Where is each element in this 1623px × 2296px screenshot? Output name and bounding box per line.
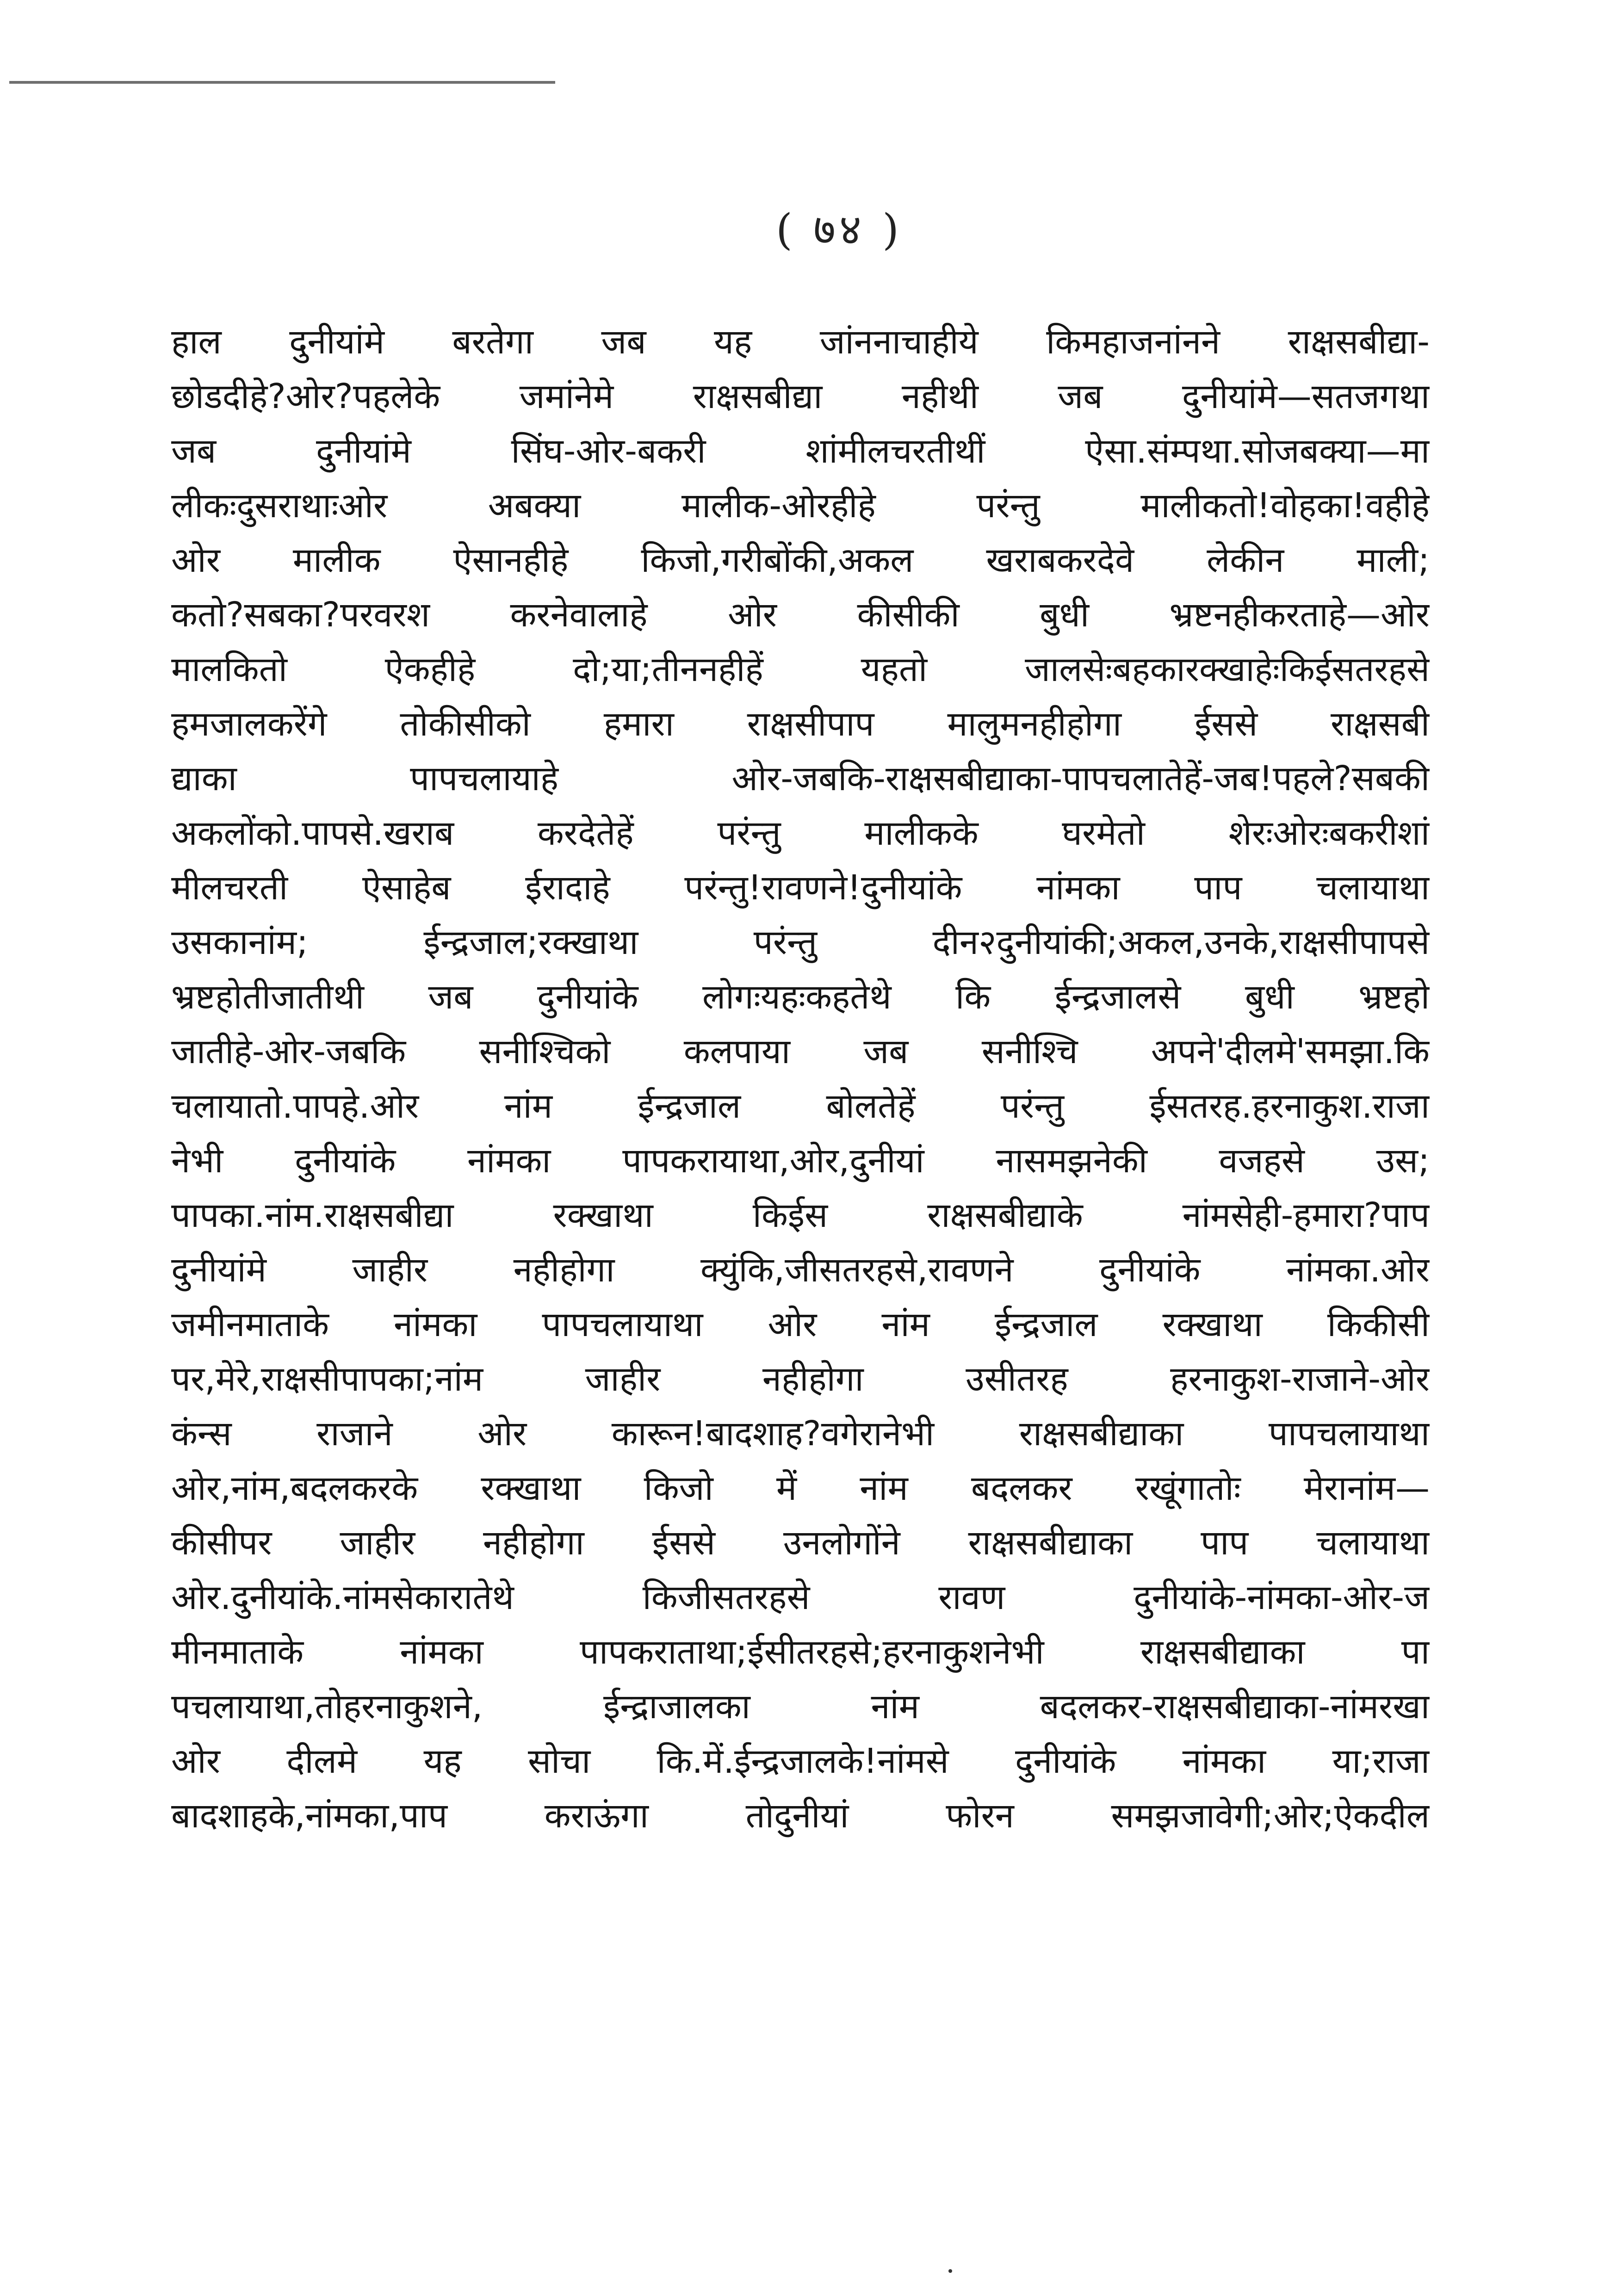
text-line: नेभी दुनीयांके नांमका पापकरायाथा,ओर,दुनीयां नासमझनेकी वजहसे उस; xyxy=(171,1141,1430,1181)
text-line: भ्रष्टहोतीजातीथी जब दुनीयांके लोगःयहःकहतेथे कि ईन्द्रजालसे बुधी भ्रष्टहो xyxy=(171,977,1430,1017)
text-line: ओर मालीक ऐसानहीहे किजो,गरीबोंकी,अकल खराबकरदेवे लेकीन माली; xyxy=(171,540,1430,580)
text-line: कंन्स राजाने ओर कारून!बादशाह?वगेरानेभी राक्षसबीद्याका पापचलायाथा xyxy=(171,1414,1430,1454)
text-line: ओर दीलमे यह सोचा कि.में.ईन्द्रजालके!नांमसे दुनीयांके नांमका या;राजा xyxy=(171,1741,1430,1781)
text-line: पर,मेरे,राक्षसीपापका;नांम जाहीर नहीहोगा उसीतरह हरनाकुश-राजाने-ओर xyxy=(171,1359,1430,1399)
page-number: ( ७४ ) xyxy=(776,205,903,254)
text-line: बादशाहके,नांमका,पाप कराऊंगा तोदुनीयां फोरन समझजावेगी;ओर;ऐकदील xyxy=(171,1796,1430,1836)
text-line: उसकानांम; ईन्द्रजाल;रक्खाथा परंन्तु दीन२दुनीयांकी;अकल,उनके,राक्षसीपापसे xyxy=(171,922,1430,962)
text-line: ओर,नांम,बदलकरके रक्खाथा किजो में नांम बदलकर रखूंगातोः मेरानांम— xyxy=(171,1468,1430,1508)
text-line: पचलायाथा,तोहरनाकुशने, ईन्द्राजालका नांम बदलकर-राक्षसबीद्याका-नांमरखा xyxy=(171,1687,1430,1727)
text-line: कीसीपर जाहीर नहीहोगा ईससे उनलोगोंने राक्षसबीद्याका पाप चलायाथा xyxy=(171,1523,1430,1563)
text-line: पापका.नांम.राक्षसबीद्या रक्खाथा किईस राक्षसबीद्याके नांमसेही-हमारा?पाप xyxy=(171,1195,1430,1235)
text-line: मीनमाताके नांमका पापकराताथा;ईसीतरहसे;हरनाकुशनेभी राक्षसबीद्याका पा xyxy=(171,1632,1430,1672)
text-line: हाल दुनीयांमे बरतेगा जब यह जांननाचाहीये किमहाजनांनने राक्षसबीद्या- xyxy=(171,322,1430,362)
text-line: मालकितो ऐकहीहे दो;या;तीननहीहें यहतो जालसेःबहकारक्खाहेःकिईसतरहसे xyxy=(171,650,1430,689)
text-line: द्याका पापचलायाहे ओर-जबकि-राक्षसबीद्याका-पापचलातेहें-जब!पहले?सबकी xyxy=(171,759,1430,798)
ink-speck xyxy=(948,2269,952,2273)
text-line: मीलचरती ऐसाहेब ईरादाहे परंन्तु!रावणने!दुनीयांके नांमका पाप चलायाथा xyxy=(171,868,1430,908)
text-line: कतो?सबका?परवरश करनेवालाहे ओर कीसीकी बुधी भ्रष्टनहीकरताहे—ओर xyxy=(171,595,1430,635)
text-line: दुनीयांमे जाहीर नहीहोगा क्युंकि,जीसतरहसे,रावणने दुनीयांके नांमका.ओर xyxy=(171,1250,1430,1290)
text-line: जातीहे-ओर-जबकि सनीश्चिको कलपाया जब सनीश्चि अपने'दीलमे'समझा.कि xyxy=(171,1032,1430,1071)
text-line: लीकःदुसराथाःओर अबक्या मालीक-ओरहीहे परंन्तु मालीकतो!वोहका!वहीहे xyxy=(171,486,1430,526)
body-text xyxy=(171,315,1430,1843)
text-line: अकलोंको.पापसे.खराब करदेतेहें परंन्तु मालीकके घरमेतो शेरःओरःबकरीशां xyxy=(171,813,1430,853)
text-line: जमीनमाताके नांमका पापचलायाथा ओर नांम ईन्द्रजाल रक्खाथा किकीसी xyxy=(171,1305,1430,1344)
text-line: चलायातो.पापहे.ओर नांम ईन्द्रजाल बोलतेहें परंन्तु ईसतरह.हरनाकुश.राजा xyxy=(171,1086,1430,1126)
text-line: ओर.दुनीयांके.नांमसेकारातेथे किजीसतरहसे रावण दुनीयांके-नांमका-ओर-ज xyxy=(171,1578,1430,1617)
text-line: छोडदीहे?ओर?पहलेके जमांनेमे राक्षसबीद्या नहीथी जब दुनीयांमे—सतजगथा xyxy=(171,377,1430,416)
text-line: हमजालकरेंगे तोकीसीको हमारा राक्षसीपाप मालुमनहीहोगा ईससे राक्षसबी xyxy=(171,704,1430,744)
top-rule xyxy=(9,81,555,84)
text-line: जब दुनीयांमे सिंघ-ओर-बकरी शांमीलचरतीथीं ऐसा.संम्पथा.सोजबक्या—मा xyxy=(171,431,1430,471)
